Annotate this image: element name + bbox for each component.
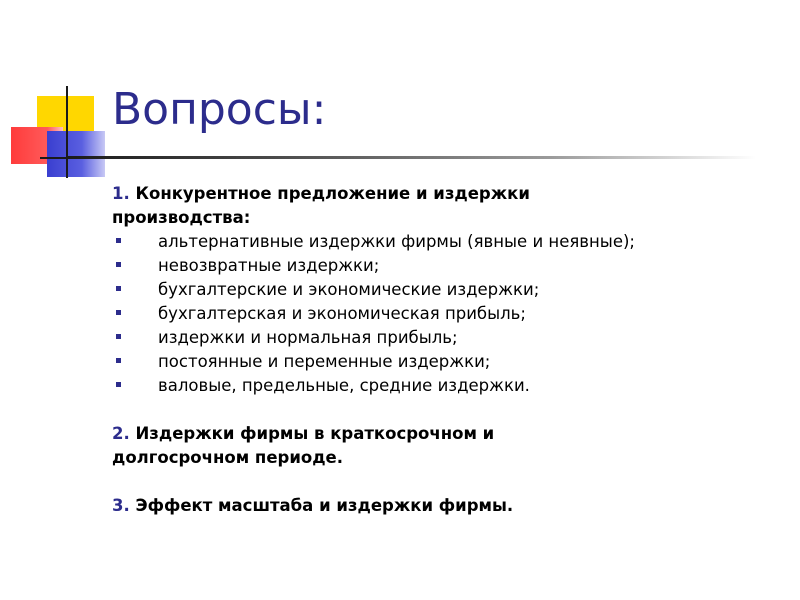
question-1-items [112, 230, 772, 398]
bullet-icon [116, 262, 121, 267]
list-item-text: постоянные и переменные издержки; [158, 352, 491, 371]
question-3 [112, 494, 772, 518]
question-2 [112, 422, 772, 470]
list-item-text: бухгалтерская и экономическая прибыль; [158, 304, 526, 323]
question-1 [112, 182, 772, 230]
question-3-number: 3. [112, 496, 130, 515]
question-1-text-cont: производства: [112, 208, 251, 227]
bullet-icon [116, 334, 121, 339]
logo-blue-square [47, 131, 105, 177]
bullet-icon [116, 358, 121, 363]
list-item [112, 230, 772, 254]
list-item-text: издержки и нормальная прибыль; [158, 328, 458, 347]
question-2-number: 2. [112, 424, 130, 443]
bullet-icon [116, 310, 121, 315]
bullet-icon [116, 382, 121, 387]
question-2-text: Издержки фирмы в краткосрочном и [129, 424, 495, 443]
list-item [112, 302, 772, 326]
list-item [112, 254, 772, 278]
slide-content [112, 182, 772, 518]
title-underline [66, 156, 756, 159]
list-item [112, 350, 772, 374]
question-1-text: Конкурентное предложение и издержки [129, 184, 530, 203]
spacer [112, 398, 772, 422]
list-item-text: бухгалтерские и экономические издержки; [158, 280, 540, 299]
question-1-number: 1. [112, 184, 130, 203]
bullet-icon [116, 286, 121, 291]
list-item-text: невозвратные издержки; [158, 256, 380, 275]
list-item [112, 374, 772, 398]
bullet-icon [116, 238, 121, 243]
list-item-text: валовые, предельные, средние издержки. [158, 376, 530, 395]
question-3-text: Эффект масштаба и издержки фирмы. [129, 496, 514, 515]
list-item [112, 326, 772, 350]
list-item [112, 278, 772, 302]
slide-title: Вопросы: [112, 84, 327, 135]
question-2-text-cont: долгосрочном периоде. [112, 448, 344, 467]
list-item-text: альтернативные издержки фирмы (явные и неявные); [158, 232, 635, 251]
logo-vertical-line [66, 86, 68, 178]
spacer [112, 470, 772, 494]
